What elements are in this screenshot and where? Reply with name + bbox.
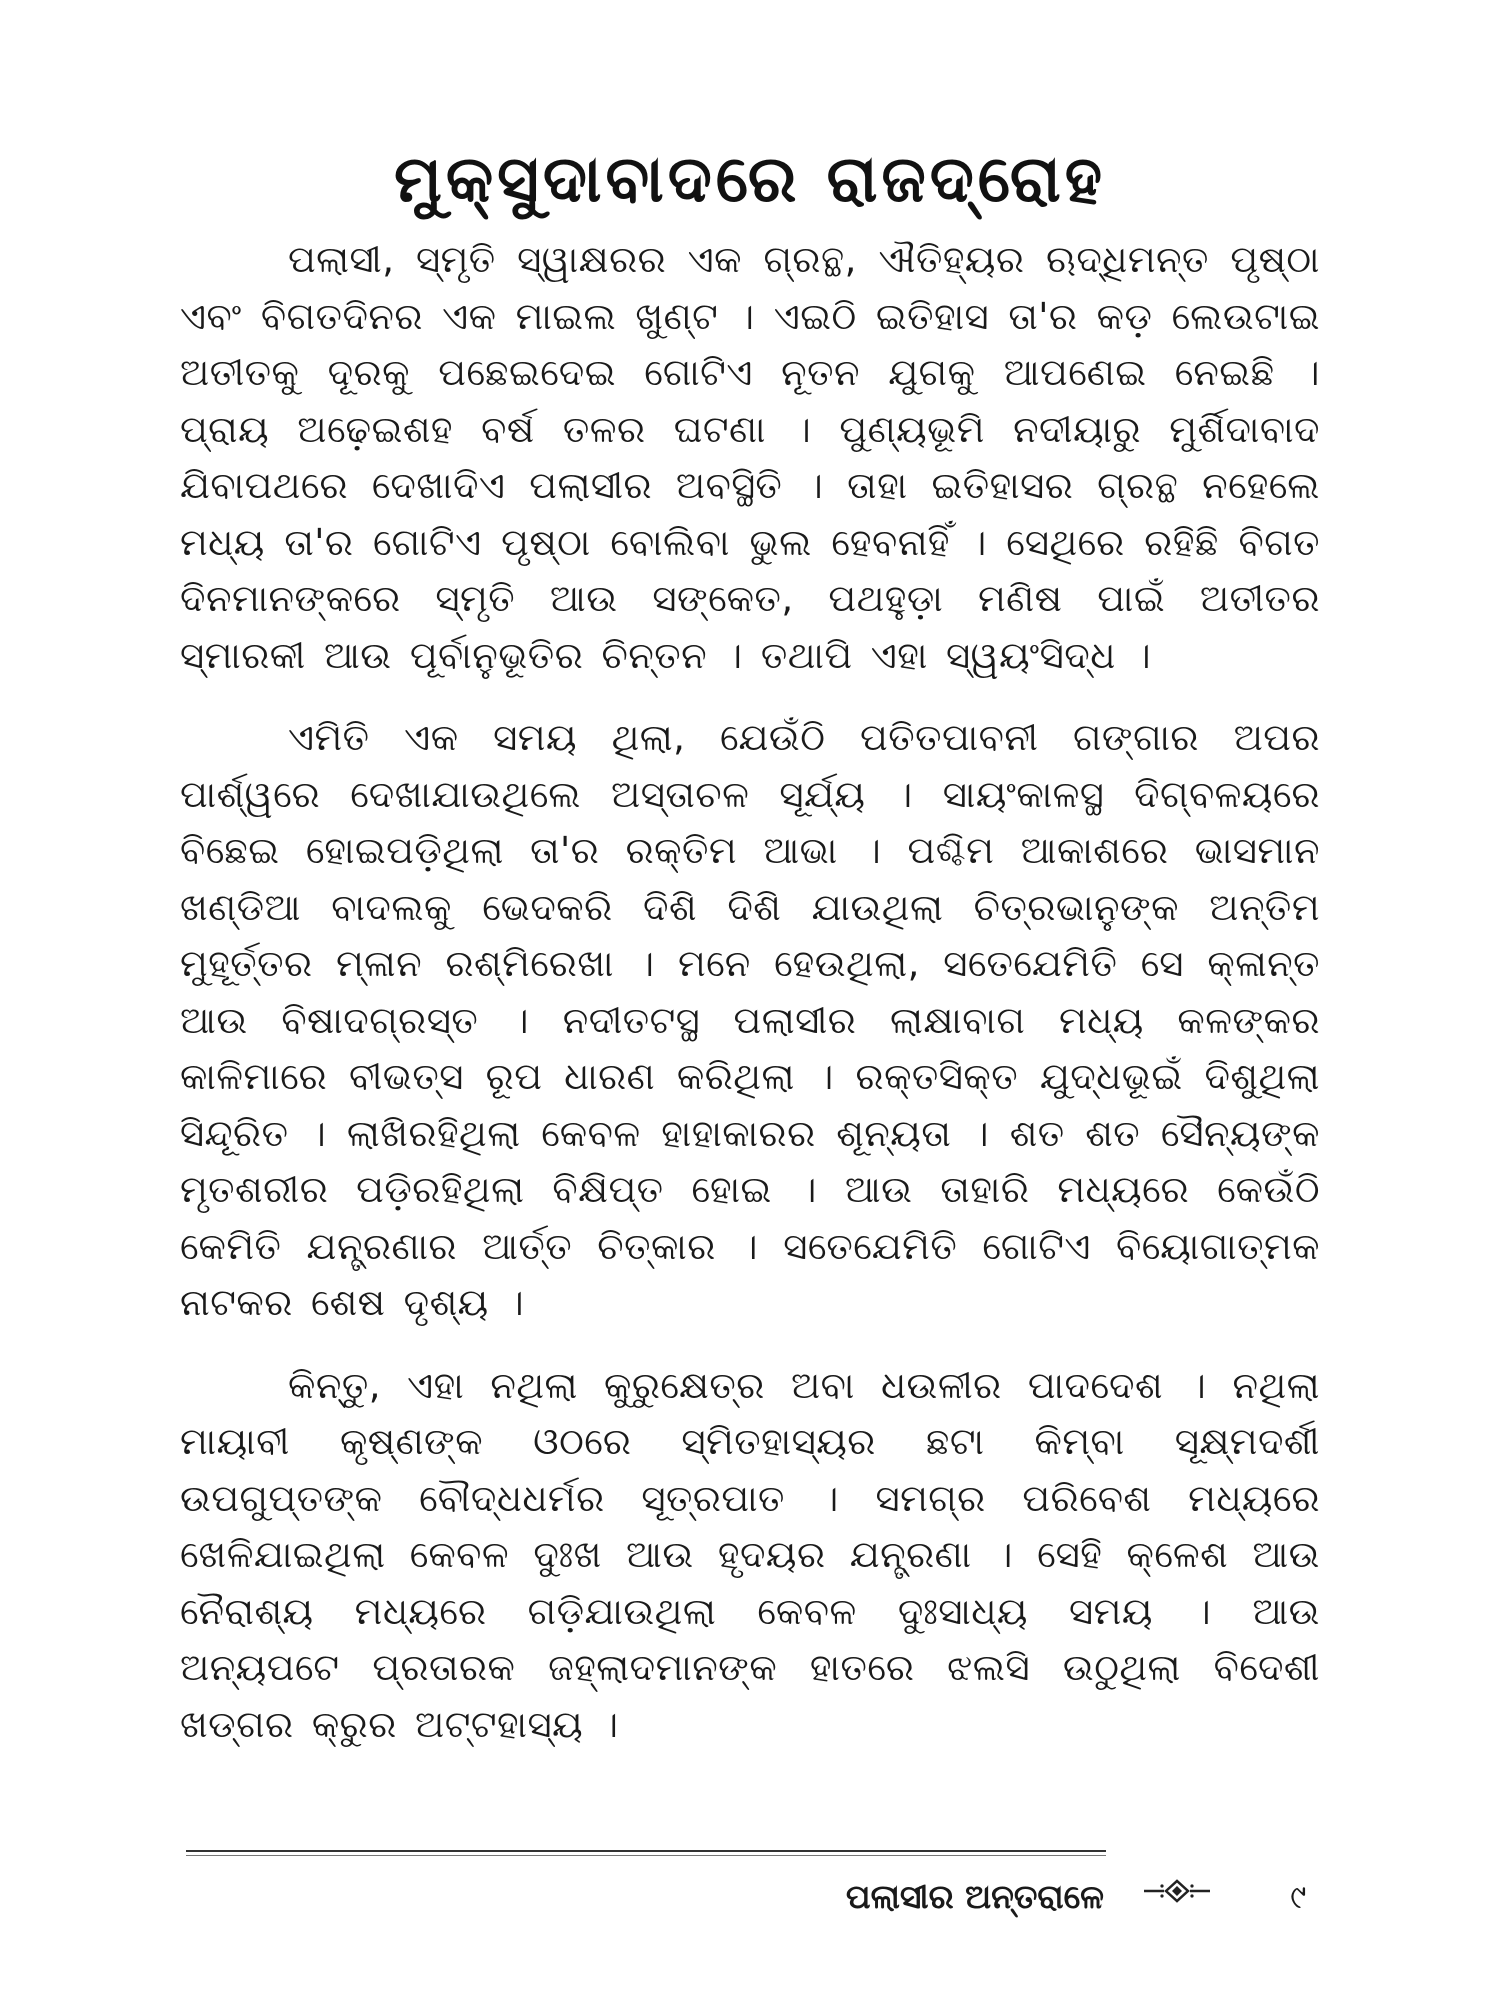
paragraph-1: ପଲାସୀ, ସ୍ମୃତି ସ୍ୱାକ୍ଷରର ଏକ ଗ୍ରନ୍ଥ, ଐତିହ୍ୟର ଋଦ୍ଧିମନ୍ତ ପୃଷ୍ଠା ଏବଂ ବିଗତଦିନର ଏକ ମାଇଲ ଖୁଣ୍ଟ । ଏଇଠି ଇତିହାସ ତା'ର କଡ଼ ଲେଉଟାଇ ଅତୀତକୁ ଦୂରକୁ ପଛେଇଦେଇ ଗୋଟିଏ ନୂତନ ଯୁଗକୁ ଆପଣେଇ ନେଇଛି । ପ୍ରାୟ ଅଢ଼େଇଶହ ବର୍ଷ ତଳର ଘଟଣା । ପୁଣ୍ୟଭୂମି ନଦୀୟାରୁ ମୁର୍ଶିଦାବାଦ ଯିବାପଥରେ ଦେଖାଦିଏ ପଲାସୀର ଅବସ୍ଥିତି । ତାହା ଇତିହାସର ଗ୍ରନ୍ଥ ନହେଲେ ମଧ୍ୟ ତା'ର ଗୋଟିଏ ପୃଷ୍ଠା ବୋଲିବା ଭୁଲ ହେବନାହିଁ । ସେଥିରେ ରହିଛି ବିଗତ ଦିନମାନଙ୍କରେ ସ୍ମୃତି ଆଉ ସଙ୍କେତ, ପଥହୁଡ଼ା ମଣିଷ ପାଇଁ ଅତୀତର ସ୍ମାରକୀ ଆଉ ପୂର୍ବାନୁଭୂତିର ଚିନ୍ତନ । ତଥାପି ଏହା ସ୍ୱୟଂସିଦ୍ଧ । [180,238,1320,677]
running-title: ପଲାସୀର ଅନ୍ତରାଳେ [845,1877,1104,1916]
page-number: ୯ [1290,1877,1307,1916]
ornament-glyph [1142,1876,1212,1906]
chapter-title: ମୁକ୍ସୁଦାବାଦରେ ରାଜଦ୍ରୋହ [393,142,1107,217]
footer-rule [186,1850,1106,1852]
paragraph-3: କିନ୍ତୁ, ଏହା ନଥିଲା କୁରୁକ୍ଷେତ୍ର ଅବା ଧଉଳୀର ପାଦଦେଶ । ନଥିଲା ମାୟାବୀ କୃଷ୍ଣଙ୍କ ଓଠରେ ସ୍ମିତହାସ୍ୟର ଛଟା କିମ୍ବା ସୂକ୍ଷ୍ମଦର୍ଶୀ ଉପଗୁପ୍ତଙ୍କ ବୌଦ୍ଧଧର୍ମର ସୂତ୍ରପାତ । ସମଗ୍ର ପରିବେଶ ମଧ୍ୟରେ ଖେଳିଯାଇଥିଲା କେବଳ ଦୁଃଖ ଆଉ ହୃଦୟର ଯନ୍ତ୍ରଣା । ସେହି କ୍ଳେଶ ଆଉ ନୈରାଶ୍ୟ ମଧ୍ୟରେ ଗଡ଼ିଯାଉଥିଲା କେବଳ ଦୁଃସାଧ୍ୟ ସମୟ । ଆଉ ଅନ୍ୟପଟେ ପ୍ରତାରକ ଜହ୍ଲାଦମାନଙ୍କ ହାତରେ ଝଲସି ଉଠୁଥିଲା ବିଦେଶୀ ଖଡ୍‌ଗର କ୍ରୁର ଅଟ୍ଟହାସ୍ୟ । [180,1363,1320,1746]
footer-rule-thin [186,1855,1106,1856]
body-text [180,232,1320,1779]
paragraph-2: ଏମିତି ଏକ ସମୟ ଥିଲା, ଯେଉଁଠି ପତିତପାବନୀ ଗଙ୍ଗାର ଅପର ପାର୍ଶ୍ୱରେ ଦେଖାଯାଉଥିଲେ ଅସ୍ତାଚଳ ସୂର୍ଯ୍ୟ । ସାୟଂକାଳସ୍ଥ ଦିଗ୍‌ବଳୟରେ ବିଛେଇ ହୋଇପଡ଼ିଥିଲା ତା'ର ରକ୍ତିମ ଆଭା । ପଶ୍ଚିମ ଆକାଶରେ ଭାସମାନ ଖଣ୍ଡିଆ ବାଦଲକୁ ଭେଦକରି ଦିଶି ଦିଶି ଯାଉଥିଲା ଚିତ୍ରଭାନୁଙ୍କ ଅନ୍ତିମ ମୁହୂର୍ତ୍ତର ମ୍ଳାନ ରଶ୍ମିରେଖା । ମନେ ହେଉଥିଲା, ସତେଯେମିତି ସେ କ୍ଳାନ୍ତ ଆଉ ବିଷାଦଗ୍ରସ୍ତ । ନଦୀତଟସ୍ଥ ପଲାସୀର ଲାକ୍ଷାବାଗ ମଧ୍ୟ କଳଙ୍କର କାଳିମାରେ ବୀଭତ୍ସ ରୂପ ଧାରଣ କରିଥିଲା । ରକ୍ତସିକ୍ତ ଯୁଦ୍ଧଭୂଇଁ ଦିଶୁଥିଲା ସିନ୍ଦୂରିତ । ଲାଖିରହିଥିଲା କେବଳ ହାହାକାରର ଶୂନ୍ୟତା । ଶତ ଶତ ସୈନ୍ୟଙ୍କ ମୃତଶରୀର ପଡ଼ିରହିଥିଲା ବିକ୍ଷିପ୍ତ ହୋଇ । ଆଉ ତାହାରି ମଧ୍ୟରେ କେଉଁଠି କେମିତି ଯନ୍ତ୍ରଣାର ଆର୍ତ୍ତ ଚିତ୍କାର । ସତେଯେମିତି ଗୋଟିଏ ବିୟୋଗାତ୍ମକ ନାଟକର ଶେଷ ଦୃଶ୍ୟ । [180,716,1320,1324]
diamond-flourish-ornament-icon [1142,1872,1212,1922]
